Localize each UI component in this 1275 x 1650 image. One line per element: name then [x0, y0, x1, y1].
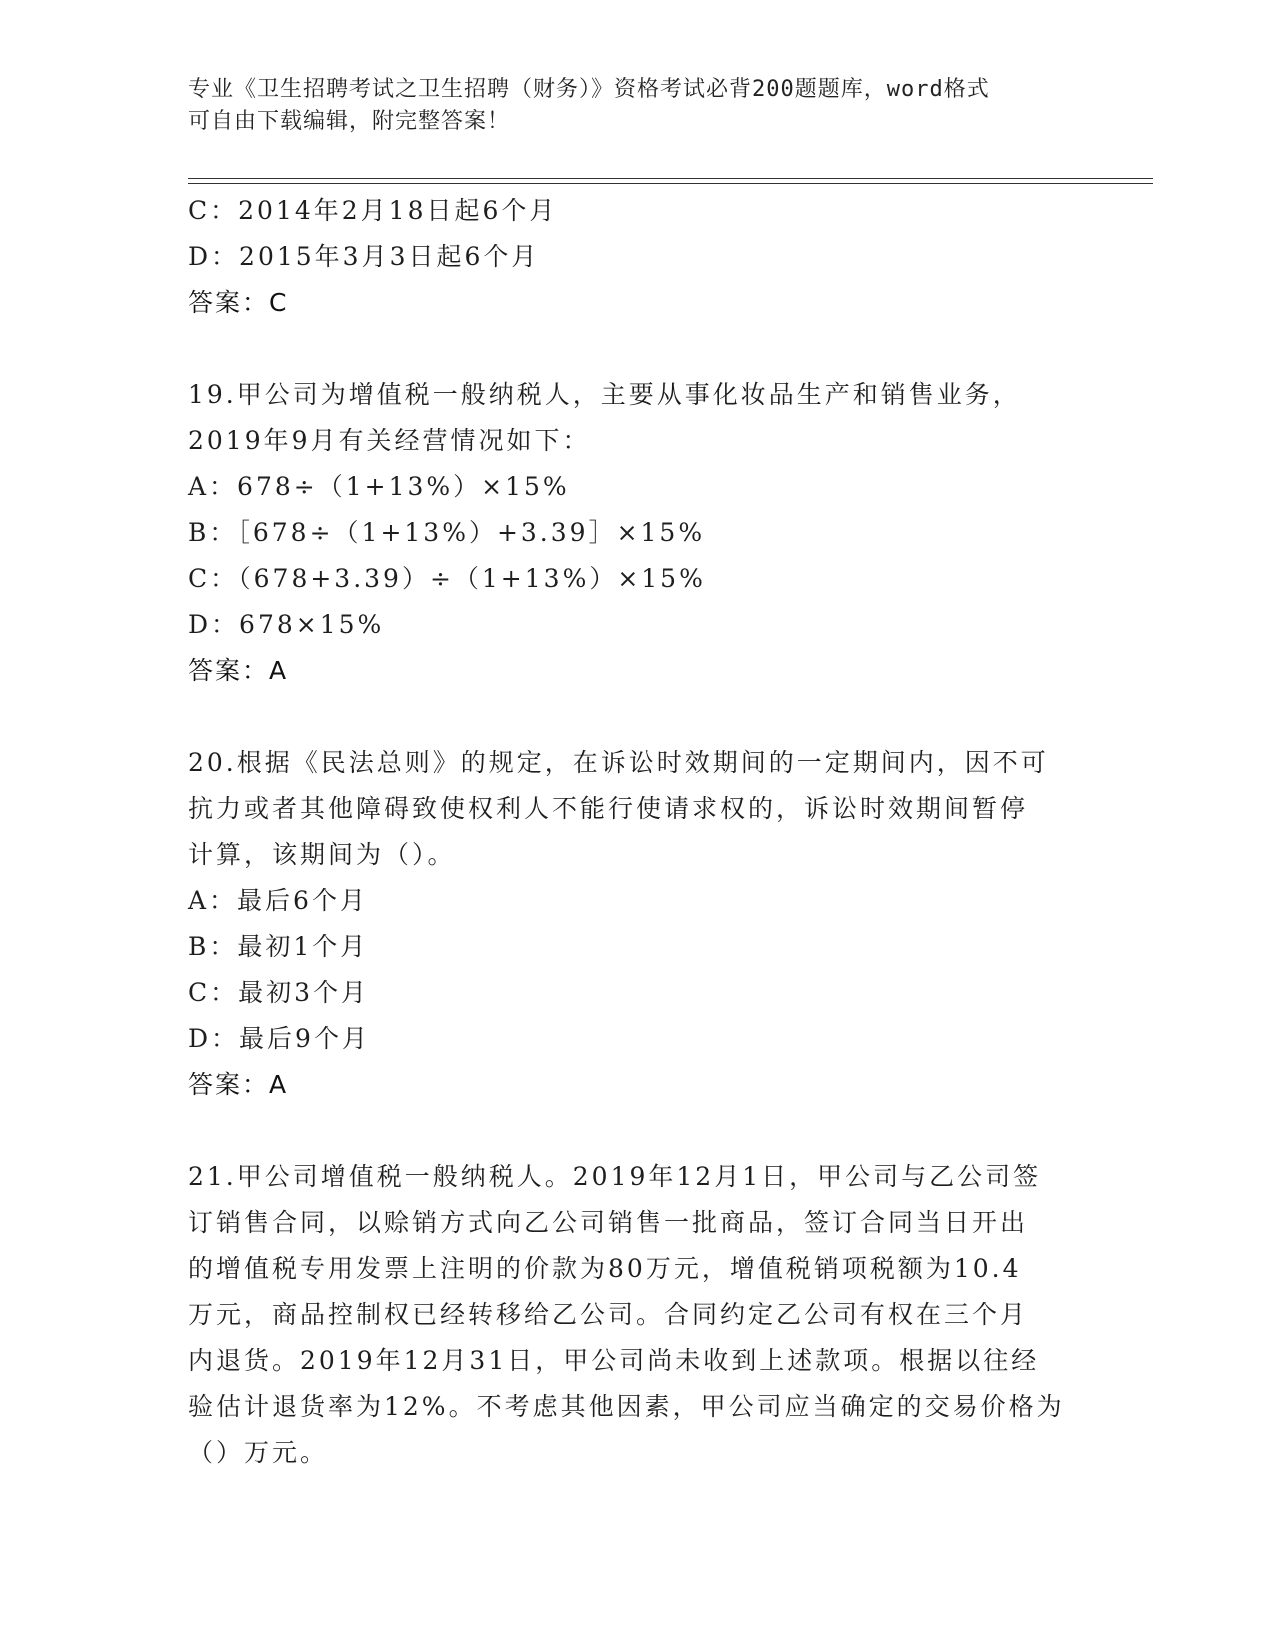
- question-stem-line: 订销售合同，以赊销方式向乙公司销售一批商品，签订合同当日开出: [188, 1208, 1029, 1237]
- question-stem-line: 验估计退货率为12%。不考虑其他因素，甲公司应当确定的交易价格为: [188, 1392, 1065, 1421]
- header-divider-bottom: [188, 183, 1153, 184]
- question-stem-line: 内退货。2019年12月31日，甲公司尚未收到上述款项。根据以往经: [188, 1346, 1040, 1375]
- question-stem-line: 19.甲公司为增值税一般纳税人，主要从事化妆品生产和销售业务，: [188, 380, 1021, 409]
- answer: 答案：C: [188, 288, 289, 317]
- question-stem-line: 抗力或者其他障碍致使权利人不能行使请求权的，诉讼时效期间暂停: [188, 794, 1029, 823]
- question-content: [188, 188, 1088, 1476]
- header-title-line-2: 可自由下载编辑，附完整答案！: [188, 109, 511, 134]
- option-d: D：678×15%: [188, 610, 385, 639]
- option-c: C：（678+3.39）÷（1+13%）×15%: [188, 564, 706, 593]
- option-c: C：2014年2月18日起6个月: [188, 196, 558, 225]
- question-18-fragment: [188, 188, 1088, 326]
- header-divider-top: [188, 178, 1153, 179]
- document-header: [188, 74, 1088, 138]
- option-a: A：最后6个月: [188, 886, 368, 915]
- question-stem-line: 2019年9月有关经营情况如下：: [188, 426, 591, 455]
- option-b: B：［678÷（1+13%）+3.39］×15%: [188, 518, 706, 547]
- question-20: [188, 740, 1088, 1108]
- header-title-line-1: 专业《卫生招聘考试之卫生招聘（财务）》资格考试必背200题题库，word格式: [188, 77, 990, 102]
- question-stem-line: 计算，该期间为（）。: [188, 840, 456, 869]
- question-stem-line: 的增值税专用发票上注明的价款为80万元，增值税销项税额为10.4: [188, 1254, 1022, 1283]
- option-b: B：最初1个月: [188, 932, 369, 961]
- spacer: [188, 326, 1088, 372]
- option-d: D：2015年3月3日起6个月: [188, 242, 540, 271]
- answer: 答案：A: [188, 1070, 289, 1099]
- question-stem-line: （）万元。: [188, 1438, 329, 1467]
- question-stem-line: 21.甲公司增值税一般纳税人。2019年12月1日，甲公司与乙公司签: [188, 1162, 1042, 1191]
- question-stem-line: 20.根据《民法总则》的规定，在诉讼时效期间的一定期间内，因不可: [188, 748, 1049, 777]
- question-stem-line: 万元，商品控制权已经转移给乙公司。合同约定乙公司有权在三个月: [188, 1300, 1029, 1329]
- option-c: C：最初3个月: [188, 978, 370, 1007]
- spacer: [188, 1108, 1088, 1154]
- option-d: D：最后9个月: [188, 1024, 370, 1053]
- question-19: [188, 372, 1088, 694]
- option-a: A：678÷（1+13%）×15%: [188, 472, 570, 501]
- spacer: [188, 694, 1088, 740]
- question-21: [188, 1154, 1088, 1476]
- answer: 答案：A: [188, 656, 289, 685]
